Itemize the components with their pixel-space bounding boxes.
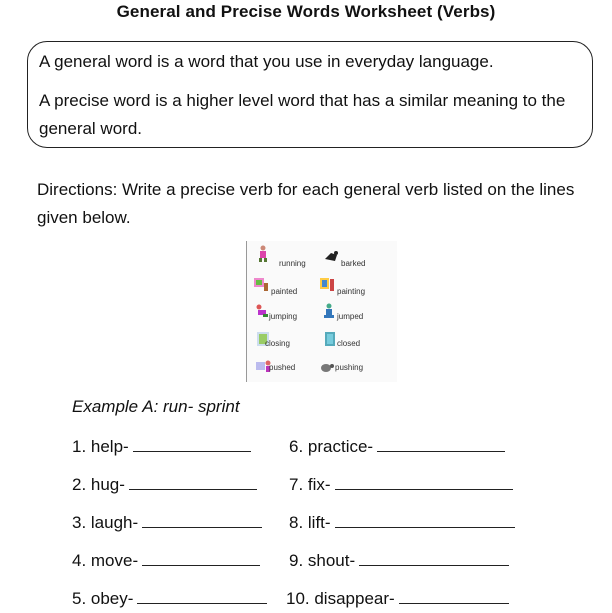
item-label: 1. help- <box>72 437 129 456</box>
pushing-icon <box>319 357 335 375</box>
answer-blank[interactable] <box>142 551 260 566</box>
verb-clipart-figure <box>246 241 397 382</box>
definition-general: A general word is a word that you use in everyday language. <box>39 52 494 71</box>
item-9 <box>289 551 509 571</box>
item-label: 6. practice- <box>289 437 374 456</box>
figure-label: closed <box>337 339 361 348</box>
jumper-icon <box>254 303 270 321</box>
painter-icon <box>253 275 269 293</box>
answer-blank[interactable] <box>137 589 267 604</box>
answer-blank[interactable] <box>359 551 509 566</box>
definition-precise: A precise word is a higher level word that has a similar meaning to the general word. <box>39 91 566 138</box>
worksheet-title: General and Precise Words Worksheet (Verbs) <box>116 2 496 21</box>
answer-blank[interactable] <box>133 437 251 452</box>
item-label: 3. laugh- <box>72 513 139 532</box>
figure-label: running <box>279 259 306 268</box>
item-1 <box>72 437 251 457</box>
figure-label: pushing <box>335 363 364 372</box>
figure-label: jumping <box>269 312 298 321</box>
item-7 <box>289 475 513 495</box>
item-label: 10. disappear- <box>286 589 395 608</box>
item-6 <box>289 437 505 457</box>
answer-blank[interactable] <box>142 513 262 528</box>
item-label: 5. obey- <box>72 589 134 608</box>
answer-blank[interactable] <box>129 475 257 490</box>
painting-icon <box>319 275 335 293</box>
item-2 <box>72 475 257 495</box>
answer-blank[interactable] <box>399 589 509 604</box>
item-3 <box>72 513 262 533</box>
example-line: Example A: run- sprint <box>72 397 240 416</box>
figure-label: jumped <box>337 312 364 321</box>
item-label: 4. move- <box>72 551 139 570</box>
runner-icon <box>255 245 271 263</box>
directions-text: Directions: Write a precise verb for each general verb listed on the lines given below. <box>37 180 575 227</box>
answer-blank[interactable] <box>335 475 513 490</box>
figure-label: painting <box>337 287 366 296</box>
item-label: 7. fix- <box>289 475 331 494</box>
barking-dog-icon <box>323 247 339 265</box>
item-label: 2. hug- <box>72 475 125 494</box>
jumped-icon <box>321 303 337 321</box>
item-label: 9. shout- <box>289 551 356 570</box>
answer-blank[interactable] <box>377 437 505 452</box>
figure-label: painted <box>271 287 298 296</box>
figure-label: closing <box>265 339 290 348</box>
figure-label: barked <box>341 259 366 268</box>
closed-icon <box>322 330 338 348</box>
item-5 <box>72 589 267 609</box>
figure-label: pushed <box>269 363 296 372</box>
item-8 <box>289 513 515 533</box>
answer-blank[interactable] <box>335 513 515 528</box>
item-label: 8. lift- <box>289 513 331 532</box>
item-10 <box>286 589 509 609</box>
item-4 <box>72 551 260 571</box>
